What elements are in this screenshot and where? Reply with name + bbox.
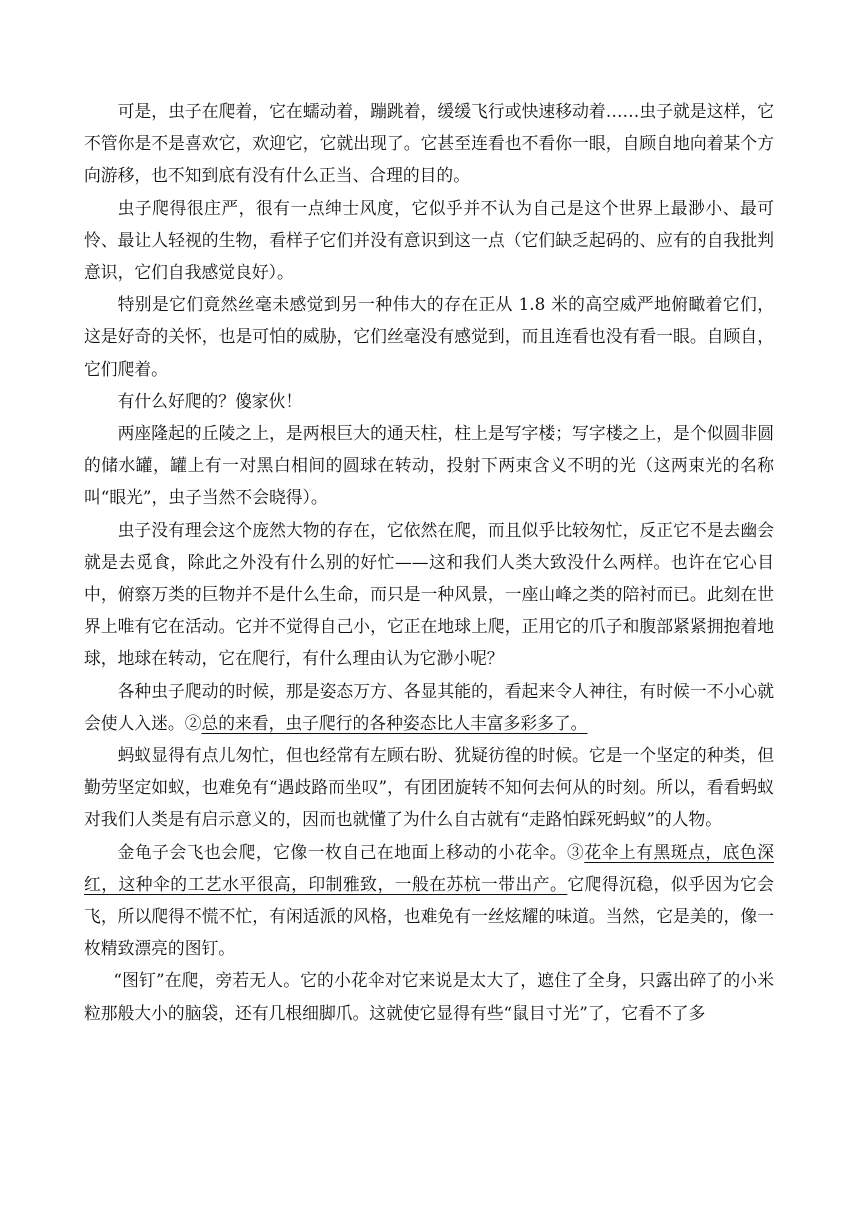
paragraph-8: 蚂蚁显得有点儿匆忙，但也经常有左顾右盼、犹疑彷徨的时候。它是一个坚定的种类，但勤劳坚定如蚁，也难免有“遇歧路而坐叹”，有团团旋转不知何去何从的时刻。所以，看看蚂蚁对我们人类是有启示意义的，因而也就懂了为什么自古就有“走路怕踩死蚂蚁”的人物。 <box>84 745 774 830</box>
paragraph-10: “图钉”在爬，旁若无人。它的小花伞对它来说是太大了，遮住了全身，只露出碎了的小米粒那般大小的脑袋，还有几根细脚爪。这就使它显得有些“鼠目寸光”了，它看不了多 <box>84 970 774 1023</box>
underlined-sentence-2: 总的来看，虫子爬行的各种姿态比人丰富多彩多了。 <box>201 712 588 733</box>
paragraph-1: 可是，虫子在爬着，它在蠕动着，蹦跳着，缓缓飞行或快速移动着……虫子就是这样，它不管你是不是喜欢它，欢迎它，它就出现了。它甚至连看也不看你一眼，自顾自地向着某个方向游移，也不知到底有没有什么正当、合理的目的。 <box>84 101 774 186</box>
paragraph-7 <box>84 675 774 739</box>
paragraph-3: 特别是它们竟然丝毫未感觉到另一种伟大的存在正从 1.8 米的高空威严地俯瞰着它们，这是好奇的关怀，也是可怕的威胁，它们丝毫没有感觉到，而且连看也没有看一眼。自顾自，它们爬着。 <box>84 294 774 379</box>
paragraph-9 <box>84 836 774 965</box>
paragraph-2: 虫子爬得很庄严，很有一点绅士风度，它似乎并不认为自己是这个世界上最渺小、最可怜、最让人轻视的生物，看样子它们并没有意识到这一点（它们缺乏起码的、应有的自我批判意识，它们自我感觉良好）。 <box>84 197 774 283</box>
underlined-sentence-3: 花伞上有黑斑点，底色深红，这种伞的工艺水平很高，印制雅致，一般在苏杭一带出产。 <box>84 841 774 894</box>
paragraph-9-text: 金龟子会飞也会爬，它像一枚自己在地面上移动的小花伞。③ <box>117 841 585 862</box>
paragraph-9-tail: 它爬得沉稳，似乎因为它会飞，所以爬得不慌不忙，有闲适派的风格，也难免有一丝炫耀的味道。当然，它是美的，像一枚精致漂亮的图钉。 <box>84 873 774 959</box>
paragraph-6: 虫子没有理会这个庞然大物的存在，它依然在爬，而且似乎比较匆忙，反正它不是去幽会就是去觅食，除此之外没有什么别的好忙——这和我们人类大致没什么两样。也许在它心目中，俯察万类的巨物并不是什么生命，而只是一种风景，一座山峰之类的陪衬而已。此刻在世界上唯有它在活动。它并不觉得自己小，它正在地球上爬，正用它的爪子和腹部紧紧拥抱着地球，地球在转动，它在爬行，有什么理由认为它渺小呢？ <box>84 519 774 669</box>
paragraph-7-text: 各种虫子爬动的时候，那是姿态万方、各显其能的，看起来令人神往，有时候一不小心就会使人入迷。② <box>84 680 774 733</box>
paragraph-5: 两座隆起的丘陵之上，是两根巨大的通天柱，柱上是写字楼；写字楼之上，是个似圆非圆的储水罐，罐上有一对黑白相间的圆球在转动，投射下两束含义不明的光（这两束光的名称叫“眼光”，虫子当然不会晓得）。 <box>84 423 774 508</box>
paragraph-4: 有什么好爬的？傻家伙！ <box>117 390 303 411</box>
document-body <box>84 95 774 1029</box>
